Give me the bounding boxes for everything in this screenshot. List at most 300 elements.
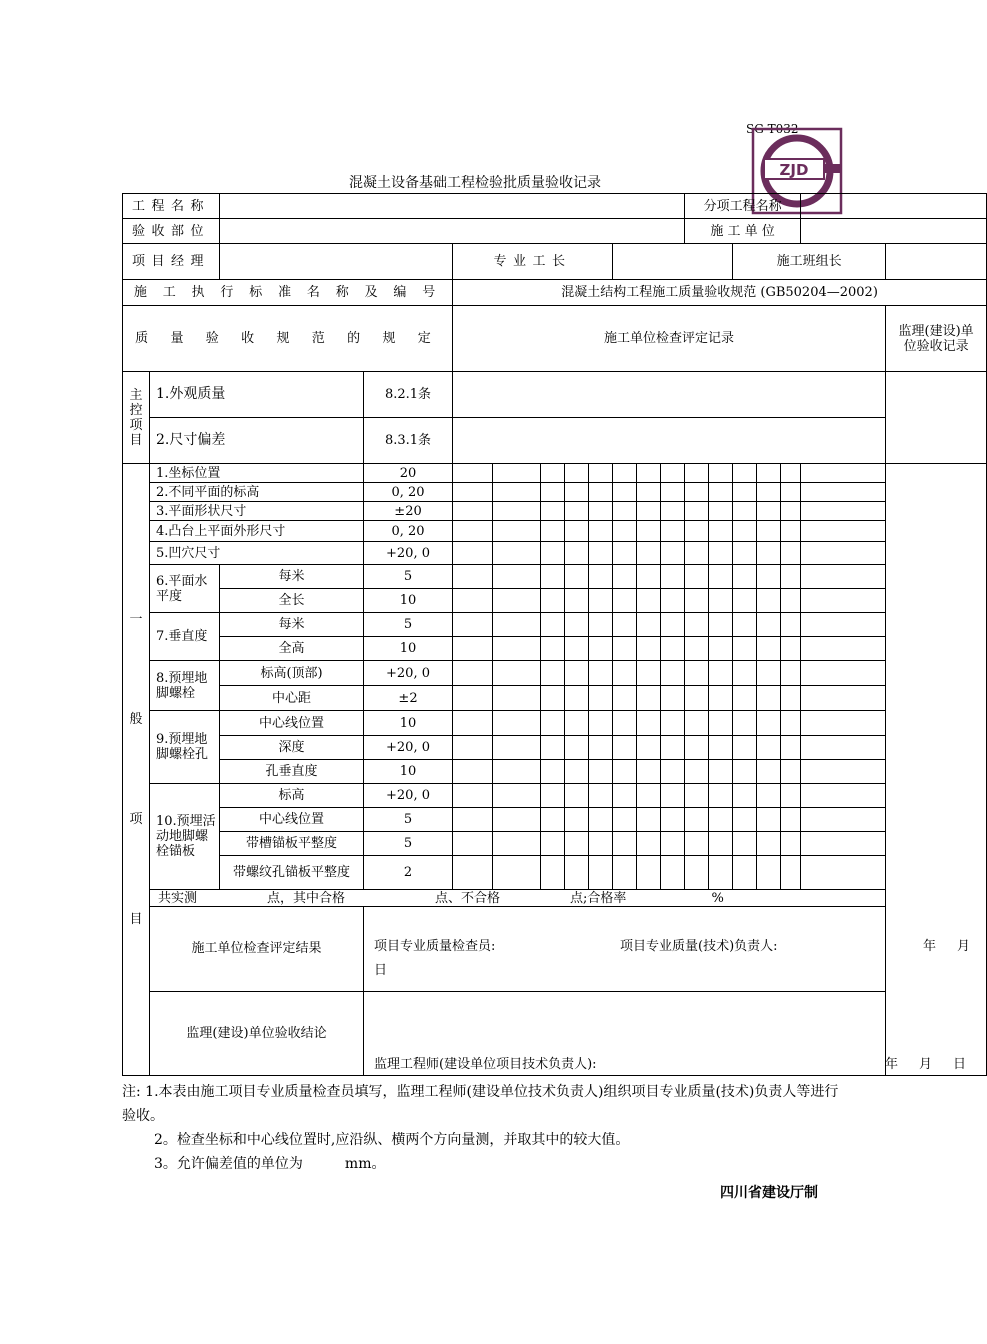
general-item-9-sub-2-tolerance: +20, 0 xyxy=(364,736,453,760)
measure-cell[interactable] xyxy=(541,661,565,686)
measure-cell[interactable] xyxy=(685,832,709,856)
measure-cell[interactable] xyxy=(733,502,757,521)
main-item-1-record[interactable] xyxy=(453,372,886,418)
measure-cell[interactable] xyxy=(709,856,733,890)
spec-column-header: 质 量 验 收 规 范 的 规 定 xyxy=(123,306,453,372)
measure-cell[interactable] xyxy=(493,736,541,760)
measure-cell[interactable] xyxy=(733,808,757,832)
measure-cell[interactable] xyxy=(541,589,565,613)
measure-cell[interactable] xyxy=(613,784,637,808)
measure-cell[interactable] xyxy=(757,613,781,637)
measure-cell[interactable] xyxy=(589,542,613,565)
measure-cell[interactable] xyxy=(493,686,541,711)
measure-cell[interactable] xyxy=(757,637,781,661)
measure-cell[interactable] xyxy=(801,808,886,832)
measure-cell[interactable] xyxy=(801,711,886,736)
general-item-8-name: 8.预埋地脚螺栓 xyxy=(150,661,220,711)
measure-cell[interactable] xyxy=(781,686,801,711)
measure-cell[interactable] xyxy=(541,565,565,589)
measure-cell[interactable] xyxy=(637,661,661,686)
engineer-label: 监理工程师(建设单位项目技术负责人): xyxy=(374,1057,597,1072)
measure-cell[interactable] xyxy=(757,502,781,521)
measure-cell[interactable] xyxy=(661,542,685,565)
measure-cell[interactable] xyxy=(709,565,733,589)
measure-cell[interactable] xyxy=(801,686,886,711)
measure-cell[interactable] xyxy=(453,808,493,832)
measure-cell[interactable] xyxy=(685,808,709,832)
measure-cell[interactable] xyxy=(801,483,886,502)
measure-cell[interactable] xyxy=(709,613,733,637)
measure-cell[interactable] xyxy=(493,661,541,686)
measure-cell[interactable] xyxy=(541,613,565,637)
measure-cell[interactable] xyxy=(541,483,565,502)
measure-cell[interactable] xyxy=(637,784,661,808)
measure-cell[interactable] xyxy=(637,613,661,637)
measure-cell[interactable] xyxy=(453,686,493,711)
team-leader-value[interactable] xyxy=(886,244,987,280)
main-item-2-record[interactable] xyxy=(453,418,886,464)
measure-cell[interactable] xyxy=(637,542,661,565)
measure-cell[interactable] xyxy=(493,589,541,613)
measure-cell[interactable] xyxy=(541,760,565,784)
measure-cell[interactable] xyxy=(541,711,565,736)
main-item-2-name: 2.尺寸偏差 xyxy=(150,418,364,464)
measure-cell[interactable] xyxy=(637,521,661,542)
measure-cell[interactable] xyxy=(781,565,801,589)
measure-cell[interactable] xyxy=(453,613,493,637)
measure-cell[interactable] xyxy=(685,856,709,890)
sub-project-value[interactable] xyxy=(801,194,987,219)
measure-cell[interactable] xyxy=(453,856,493,890)
measure-cell[interactable] xyxy=(637,711,661,736)
measure-cell[interactable] xyxy=(637,760,661,784)
supervisor-result-cell[interactable] xyxy=(364,992,987,1076)
measure-cell[interactable] xyxy=(709,589,733,613)
measure-cell[interactable] xyxy=(733,589,757,613)
measure-cell[interactable] xyxy=(613,542,637,565)
measure-cell[interactable] xyxy=(801,637,886,661)
measure-cell[interactable] xyxy=(589,661,613,686)
measure-cell[interactable] xyxy=(801,589,886,613)
measure-cell[interactable] xyxy=(661,502,685,521)
project-name-value[interactable] xyxy=(220,194,685,219)
note-1: 注: 1.本表由施工项目专业质量检查员填写，监理工程师(建设单位技术负责人)组织项目专业质量(技术)负责人等进行验收。 xyxy=(122,1084,839,1124)
notes xyxy=(122,1080,844,1176)
measure-cell[interactable] xyxy=(709,832,733,856)
measure-cell[interactable] xyxy=(541,808,565,832)
measure-cell[interactable] xyxy=(661,808,685,832)
measure-cell[interactable] xyxy=(661,832,685,856)
measure-cell[interactable] xyxy=(637,464,661,483)
measure-cell[interactable] xyxy=(453,661,493,686)
measure-cell[interactable] xyxy=(637,483,661,502)
measure-cell[interactable] xyxy=(733,542,757,565)
acceptance-part-value[interactable] xyxy=(220,219,685,244)
general-items-label: 一 般 项 目 xyxy=(123,464,150,1076)
measure-cell[interactable] xyxy=(733,464,757,483)
measure-cell[interactable] xyxy=(453,832,493,856)
sub-project-label: 分项工程名称 xyxy=(685,194,801,219)
measure-cell[interactable] xyxy=(709,464,733,483)
measure-cell[interactable] xyxy=(781,502,801,521)
measure-cell[interactable] xyxy=(541,464,565,483)
measure-cell[interactable] xyxy=(613,832,637,856)
measure-cell[interactable] xyxy=(493,711,541,736)
measure-cell[interactable] xyxy=(685,521,709,542)
measure-cell[interactable] xyxy=(733,637,757,661)
measure-cell[interactable] xyxy=(493,856,541,890)
measure-cell[interactable] xyxy=(565,711,589,736)
general-item-8-sub-2-tolerance: ±2 xyxy=(364,686,453,711)
general-item-8-sub-1-name: 标高(顶部) xyxy=(220,661,364,686)
measure-cell[interactable] xyxy=(589,736,613,760)
measure-cell[interactable] xyxy=(493,637,541,661)
contractor-year: 年 xyxy=(923,939,937,954)
general-item-4-tolerance: 0, 20 xyxy=(364,521,453,542)
measure-cell[interactable] xyxy=(757,856,781,890)
general-item-5-name: 5.凹穴尺寸 xyxy=(150,542,364,565)
measure-cell[interactable] xyxy=(685,502,709,521)
measure-cell[interactable] xyxy=(709,521,733,542)
measure-cell[interactable] xyxy=(709,502,733,521)
measure-cell[interactable] xyxy=(565,661,589,686)
measure-cell[interactable] xyxy=(709,784,733,808)
measure-cell[interactable] xyxy=(613,483,637,502)
measure-cell[interactable] xyxy=(589,711,613,736)
measure-cell[interactable] xyxy=(453,637,493,661)
summary-row xyxy=(150,890,987,907)
measure-cell[interactable] xyxy=(781,613,801,637)
measure-cell[interactable] xyxy=(685,589,709,613)
measure-cell[interactable] xyxy=(613,686,637,711)
measure-cell[interactable] xyxy=(565,856,589,890)
measure-cell[interactable] xyxy=(757,464,781,483)
measure-cell[interactable] xyxy=(801,832,886,856)
measure-cell[interactable] xyxy=(613,521,637,542)
measure-cell[interactable] xyxy=(781,661,801,686)
measure-cell[interactable] xyxy=(493,483,541,502)
measure-cell[interactable] xyxy=(589,760,613,784)
measure-cell[interactable] xyxy=(757,521,781,542)
general-item-6-sub-1-tolerance: 5 xyxy=(364,565,453,589)
measure-cell[interactable] xyxy=(565,613,589,637)
measure-cell[interactable] xyxy=(613,808,637,832)
measure-cell[interactable] xyxy=(733,565,757,589)
inspector-label: 项目专业质量检查员: xyxy=(374,939,496,954)
measure-cell[interactable] xyxy=(493,808,541,832)
measure-cell[interactable] xyxy=(613,464,637,483)
measure-cell[interactable] xyxy=(781,711,801,736)
measure-cell[interactable] xyxy=(801,736,886,760)
measure-cell[interactable] xyxy=(541,521,565,542)
measure-cell[interactable] xyxy=(541,856,565,890)
measure-cell[interactable] xyxy=(685,613,709,637)
measure-cell[interactable] xyxy=(685,736,709,760)
measure-cell[interactable] xyxy=(613,589,637,613)
general-item-7-sub-2-tolerance: 10 xyxy=(364,637,453,661)
measure-cell[interactable] xyxy=(801,613,886,637)
measure-cell[interactable] xyxy=(801,502,886,521)
measure-cell[interactable] xyxy=(661,784,685,808)
general-item-3-name: 3.平面形状尺寸 xyxy=(150,502,364,521)
measure-cell[interactable] xyxy=(541,736,565,760)
measure-cell[interactable] xyxy=(589,613,613,637)
construction-unit-label: 施 工 单 位 xyxy=(685,219,801,244)
measure-cell[interactable] xyxy=(565,808,589,832)
construction-unit-value[interactable] xyxy=(801,219,987,244)
measure-cell[interactable] xyxy=(453,502,493,521)
main-item-1-name: 1.外观质量 xyxy=(150,372,364,418)
contractor-month: 月 xyxy=(957,939,971,954)
measure-cell[interactable] xyxy=(801,565,886,589)
measure-cell[interactable] xyxy=(685,784,709,808)
measure-cell[interactable] xyxy=(541,784,565,808)
measure-cell[interactable] xyxy=(781,542,801,565)
measure-cell[interactable] xyxy=(589,856,613,890)
measure-cell[interactable] xyxy=(637,808,661,832)
measure-cell[interactable] xyxy=(453,760,493,784)
measure-cell[interactable] xyxy=(757,736,781,760)
measure-cell[interactable] xyxy=(781,736,801,760)
measure-cell[interactable] xyxy=(685,661,709,686)
measure-cell[interactable] xyxy=(565,784,589,808)
measure-cell[interactable] xyxy=(781,521,801,542)
measure-cell[interactable] xyxy=(637,736,661,760)
measure-cell[interactable] xyxy=(453,589,493,613)
contractor-result-cell[interactable] xyxy=(364,907,987,992)
measure-cell[interactable] xyxy=(733,483,757,502)
measure-cell[interactable] xyxy=(565,637,589,661)
measure-cell[interactable] xyxy=(733,661,757,686)
measure-cell[interactable] xyxy=(733,711,757,736)
measure-cell[interactable] xyxy=(453,565,493,589)
measure-cell[interactable] xyxy=(757,686,781,711)
measure-cell[interactable] xyxy=(661,760,685,784)
measure-cell[interactable] xyxy=(565,686,589,711)
measure-cell[interactable] xyxy=(589,565,613,589)
measure-cell[interactable] xyxy=(685,760,709,784)
measure-cell[interactable] xyxy=(685,565,709,589)
general-item-10-sub-1-tolerance: +20, 0 xyxy=(364,784,453,808)
measure-cell[interactable] xyxy=(661,483,685,502)
measure-cell[interactable] xyxy=(733,784,757,808)
measure-cell[interactable] xyxy=(565,736,589,760)
measure-cell[interactable] xyxy=(493,832,541,856)
measure-cell[interactable] xyxy=(781,856,801,890)
measure-cell[interactable] xyxy=(661,711,685,736)
measure-cell[interactable] xyxy=(709,483,733,502)
measure-cell[interactable] xyxy=(661,686,685,711)
measure-cell[interactable] xyxy=(757,711,781,736)
measure-cell[interactable] xyxy=(757,808,781,832)
measure-cell[interactable] xyxy=(637,832,661,856)
measure-cell[interactable] xyxy=(493,565,541,589)
measure-cell[interactable] xyxy=(613,856,637,890)
measure-cell[interactable] xyxy=(801,856,886,890)
measure-cell[interactable] xyxy=(637,637,661,661)
measure-cell[interactable] xyxy=(685,464,709,483)
measure-cell[interactable] xyxy=(661,856,685,890)
measure-cell[interactable] xyxy=(733,613,757,637)
general-item-10-sub-2-tolerance: 5 xyxy=(364,808,453,832)
measure-cell[interactable] xyxy=(801,661,886,686)
measure-cell[interactable] xyxy=(589,502,613,521)
measure-cell[interactable] xyxy=(781,589,801,613)
measure-cell[interactable] xyxy=(781,483,801,502)
measure-cell[interactable] xyxy=(637,686,661,711)
measure-cell[interactable] xyxy=(565,483,589,502)
measure-cell[interactable] xyxy=(453,711,493,736)
measure-cell[interactable] xyxy=(453,483,493,502)
measure-cell[interactable] xyxy=(733,856,757,890)
measure-cell[interactable] xyxy=(493,760,541,784)
measure-cell[interactable] xyxy=(565,760,589,784)
measure-cell[interactable] xyxy=(709,686,733,711)
measure-cell[interactable] xyxy=(801,784,886,808)
measure-cell[interactable] xyxy=(661,736,685,760)
measure-cell[interactable] xyxy=(565,502,589,521)
measure-cell[interactable] xyxy=(709,637,733,661)
measure-cell[interactable] xyxy=(541,832,565,856)
general-item-9-sub-1-name: 中心线位置 xyxy=(220,711,364,736)
measure-cell[interactable] xyxy=(801,521,886,542)
measure-cell[interactable] xyxy=(685,483,709,502)
measure-cell[interactable] xyxy=(493,502,541,521)
measure-cell[interactable] xyxy=(757,661,781,686)
measure-cell[interactable] xyxy=(493,784,541,808)
main-supervision-cell[interactable] xyxy=(886,372,987,464)
measure-cell[interactable] xyxy=(801,464,886,483)
project-manager-label: 项目经理 xyxy=(123,244,220,280)
measure-cell[interactable] xyxy=(493,613,541,637)
measure-cell[interactable] xyxy=(565,464,589,483)
measure-cell[interactable] xyxy=(733,832,757,856)
measure-cell[interactable] xyxy=(453,542,493,565)
general-item-7-name: 7.垂直度 xyxy=(150,613,220,661)
measure-cell[interactable] xyxy=(685,542,709,565)
measure-cell[interactable] xyxy=(685,637,709,661)
measure-cell[interactable] xyxy=(661,521,685,542)
measure-cell[interactable] xyxy=(801,760,886,784)
measure-cell[interactable] xyxy=(781,808,801,832)
measure-cell[interactable] xyxy=(685,686,709,711)
measure-cell[interactable] xyxy=(685,711,709,736)
measure-cell[interactable] xyxy=(733,686,757,711)
measure-cell[interactable] xyxy=(661,613,685,637)
measure-cell[interactable] xyxy=(709,711,733,736)
measure-cell[interactable] xyxy=(709,661,733,686)
measure-cell[interactable] xyxy=(781,784,801,808)
measure-cell[interactable] xyxy=(709,736,733,760)
general-item-7-sub-1-name: 每米 xyxy=(220,613,364,637)
measure-cell[interactable] xyxy=(565,565,589,589)
measure-cell[interactable] xyxy=(637,502,661,521)
measure-cell[interactable] xyxy=(493,521,541,542)
summary-percent: % xyxy=(711,890,724,906)
measure-cell[interactable] xyxy=(757,542,781,565)
measure-cell[interactable] xyxy=(541,502,565,521)
measure-cell[interactable] xyxy=(493,464,541,483)
measure-cell[interactable] xyxy=(757,832,781,856)
measure-cell[interactable] xyxy=(613,502,637,521)
measure-cell[interactable] xyxy=(565,542,589,565)
measure-cell[interactable] xyxy=(637,589,661,613)
general-item-10-sub-1-name: 标高 xyxy=(220,784,364,808)
measure-cell[interactable] xyxy=(709,760,733,784)
contractor-result-label: 施工单位检查评定结果 xyxy=(150,907,364,992)
general-item-8-sub-2-name: 中心距 xyxy=(220,686,364,711)
measure-cell[interactable] xyxy=(589,483,613,502)
measure-cell[interactable] xyxy=(801,542,886,565)
measure-cell[interactable] xyxy=(757,483,781,502)
measure-cell[interactable] xyxy=(589,832,613,856)
measure-cell[interactable] xyxy=(541,542,565,565)
measure-cell[interactable] xyxy=(613,565,637,589)
measure-cell[interactable] xyxy=(453,464,493,483)
measure-cell[interactable] xyxy=(661,464,685,483)
measure-cell[interactable] xyxy=(781,760,801,784)
measure-cell[interactable] xyxy=(613,711,637,736)
measure-cell[interactable] xyxy=(661,661,685,686)
measure-cell[interactable] xyxy=(781,464,801,483)
measure-cell[interactable] xyxy=(613,613,637,637)
measure-cell[interactable] xyxy=(757,784,781,808)
measure-cell[interactable] xyxy=(613,736,637,760)
measure-cell[interactable] xyxy=(661,589,685,613)
measure-cell[interactable] xyxy=(453,784,493,808)
summary-total: 共实测 xyxy=(158,890,198,906)
measure-cell[interactable] xyxy=(733,736,757,760)
measure-cell[interactable] xyxy=(493,542,541,565)
measure-cell[interactable] xyxy=(589,589,613,613)
measure-cell[interactable] xyxy=(709,542,733,565)
general-item-6-sub-1-name: 每米 xyxy=(220,565,364,589)
measure-cell[interactable] xyxy=(589,784,613,808)
measure-cell[interactable] xyxy=(565,589,589,613)
foreman-value[interactable] xyxy=(613,244,733,280)
measure-cell[interactable] xyxy=(453,521,493,542)
measure-cell[interactable] xyxy=(565,832,589,856)
measure-cell[interactable] xyxy=(453,736,493,760)
measure-cell[interactable] xyxy=(661,637,685,661)
measure-cell[interactable] xyxy=(589,464,613,483)
measure-cell[interactable] xyxy=(613,661,637,686)
measure-cell[interactable] xyxy=(757,589,781,613)
measure-cell[interactable] xyxy=(637,856,661,890)
measure-cell[interactable] xyxy=(613,760,637,784)
measure-cell[interactable] xyxy=(637,565,661,589)
measure-cell[interactable] xyxy=(661,565,685,589)
measure-cell[interactable] xyxy=(733,760,757,784)
measure-cell[interactable] xyxy=(589,808,613,832)
measure-cell[interactable] xyxy=(541,686,565,711)
measure-cell[interactable] xyxy=(757,565,781,589)
measure-cell[interactable] xyxy=(709,808,733,832)
project-manager-value[interactable] xyxy=(220,244,453,280)
measure-cell[interactable] xyxy=(757,760,781,784)
measure-cell[interactable] xyxy=(613,637,637,661)
measure-cell[interactable] xyxy=(541,637,565,661)
measure-cell[interactable] xyxy=(589,686,613,711)
measure-cell[interactable] xyxy=(733,521,757,542)
measure-cell[interactable] xyxy=(589,521,613,542)
measure-cell[interactable] xyxy=(781,637,801,661)
general-item-6-sub-2-tolerance: 10 xyxy=(364,589,453,613)
project-name-label: 工程名称 xyxy=(123,194,220,219)
measure-cell[interactable] xyxy=(589,637,613,661)
measure-cell[interactable] xyxy=(565,521,589,542)
measure-cell[interactable] xyxy=(781,832,801,856)
